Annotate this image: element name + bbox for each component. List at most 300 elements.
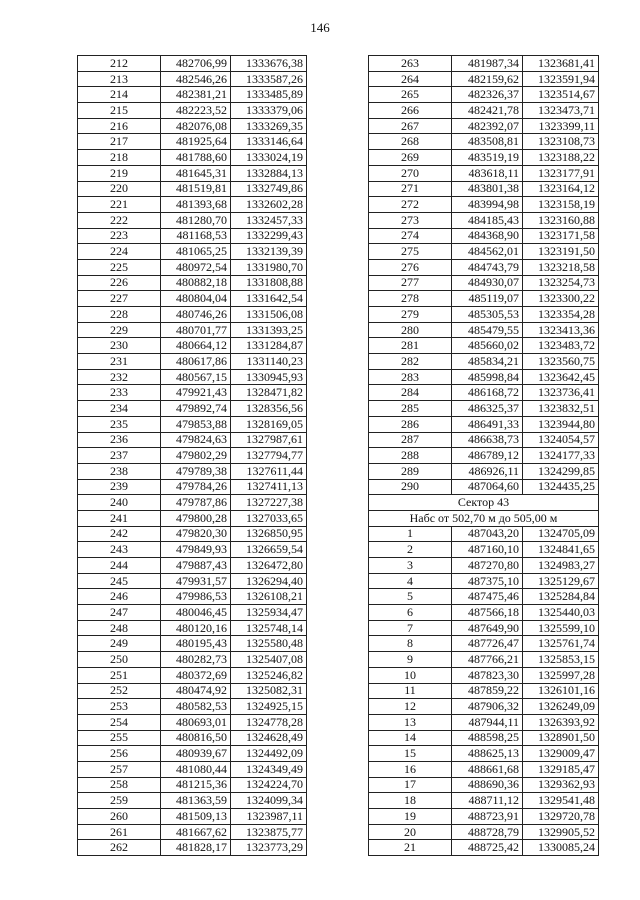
point-number: 230 [78, 338, 161, 354]
y-coordinate: 1325246,82 [231, 667, 307, 683]
point-number: 271 [369, 181, 452, 197]
x-coordinate: 484562,01 [452, 244, 523, 260]
y-coordinate: 1324925,15 [231, 699, 307, 715]
table-row [369, 197, 599, 213]
x-coordinate: 479986,53 [161, 589, 231, 605]
x-coordinate: 481168,53 [161, 228, 231, 244]
x-coordinate: 486926,11 [452, 463, 523, 479]
sector-subtitle-row [369, 510, 599, 526]
x-coordinate: 479849,93 [161, 542, 231, 558]
table-row [78, 463, 307, 479]
x-coordinate: 485998,84 [452, 369, 523, 385]
x-coordinate: 484185,43 [452, 212, 523, 228]
point-number: 219 [78, 165, 161, 181]
x-coordinate: 485834,21 [452, 354, 523, 370]
y-coordinate: 1331808,88 [231, 275, 307, 291]
table-row [78, 746, 307, 762]
table-row [369, 244, 599, 260]
point-number: 289 [369, 463, 452, 479]
y-coordinate: 1323158,19 [523, 197, 599, 213]
table-row [78, 714, 307, 730]
x-coordinate: 480693,01 [161, 714, 231, 730]
x-coordinate: 486491,33 [452, 416, 523, 432]
x-coordinate: 482381,21 [161, 87, 231, 103]
x-coordinate: 487649,90 [452, 620, 523, 636]
x-coordinate: 488725,42 [452, 840, 523, 856]
point-number: 1 [369, 526, 452, 542]
y-coordinate: 1325580,48 [231, 636, 307, 652]
table-row [78, 652, 307, 668]
x-coordinate: 480046,45 [161, 605, 231, 621]
point-number: 222 [78, 212, 161, 228]
y-coordinate: 1324349,49 [231, 761, 307, 777]
point-number: 226 [78, 275, 161, 291]
table-row [369, 667, 599, 683]
y-coordinate: 1325934,47 [231, 605, 307, 621]
point-number: 286 [369, 416, 452, 432]
y-coordinate: 1331642,54 [231, 291, 307, 307]
y-coordinate: 1326249,09 [523, 699, 599, 715]
x-coordinate: 482546,26 [161, 71, 231, 87]
table-row [369, 71, 599, 87]
table-row [369, 275, 599, 291]
table-row [369, 730, 599, 746]
x-coordinate: 482392,07 [452, 118, 523, 134]
right-table-body-bottom [369, 526, 599, 855]
y-coordinate: 1323483,72 [523, 338, 599, 354]
x-coordinate: 487043,20 [452, 526, 523, 542]
point-number: 255 [78, 730, 161, 746]
point-number: 256 [78, 746, 161, 762]
table-row [369, 181, 599, 197]
table-row [369, 416, 599, 432]
y-coordinate: 1327794,77 [231, 448, 307, 464]
x-coordinate: 488598,25 [452, 730, 523, 746]
point-number: 244 [78, 558, 161, 574]
table-row [369, 558, 599, 574]
x-coordinate: 482706,99 [161, 56, 231, 72]
y-coordinate: 1329905,52 [523, 824, 599, 840]
y-coordinate: 1325761,74 [523, 636, 599, 652]
point-number: 238 [78, 463, 161, 479]
x-coordinate: 487375,10 [452, 573, 523, 589]
y-coordinate: 1326108,21 [231, 589, 307, 605]
table-row [78, 71, 307, 87]
y-coordinate: 1323514,67 [523, 87, 599, 103]
table-row [78, 197, 307, 213]
table-row [78, 181, 307, 197]
x-coordinate: 488723,91 [452, 809, 523, 825]
y-coordinate: 1326393,92 [523, 714, 599, 730]
point-number: 2 [369, 542, 452, 558]
x-coordinate: 480701,77 [161, 322, 231, 338]
y-coordinate: 1332749,86 [231, 181, 307, 197]
y-coordinate: 1323832,51 [523, 401, 599, 417]
x-coordinate: 483519,19 [452, 150, 523, 166]
table-row [369, 385, 599, 401]
x-coordinate: 479787,86 [161, 495, 231, 511]
x-coordinate: 487859,22 [452, 683, 523, 699]
table-row [78, 573, 307, 589]
y-coordinate: 1328471,82 [231, 385, 307, 401]
x-coordinate: 479820,30 [161, 526, 231, 542]
x-coordinate: 481925,64 [161, 134, 231, 150]
table-row [78, 165, 307, 181]
x-coordinate: 481280,70 [161, 212, 231, 228]
point-number: 267 [369, 118, 452, 134]
table-row [78, 416, 307, 432]
x-coordinate: 481987,34 [452, 56, 523, 72]
y-coordinate: 1333146,64 [231, 134, 307, 150]
table-row [369, 259, 599, 275]
y-coordinate: 1325082,31 [231, 683, 307, 699]
table-row [78, 809, 307, 825]
point-number: 13 [369, 714, 452, 730]
table-row [369, 809, 599, 825]
point-number: 242 [78, 526, 161, 542]
y-coordinate: 1323171,58 [523, 228, 599, 244]
x-coordinate: 487475,46 [452, 589, 523, 605]
y-coordinate: 1331284,87 [231, 338, 307, 354]
x-coordinate: 479921,43 [161, 385, 231, 401]
x-coordinate: 481828,17 [161, 840, 231, 856]
x-coordinate: 482421,78 [452, 103, 523, 119]
point-number: 232 [78, 369, 161, 385]
point-number: 278 [369, 291, 452, 307]
y-coordinate: 1324778,28 [231, 714, 307, 730]
table-row [78, 134, 307, 150]
x-coordinate: 479789,38 [161, 463, 231, 479]
point-number: 220 [78, 181, 161, 197]
x-coordinate: 481519,81 [161, 181, 231, 197]
x-coordinate: 480972,54 [161, 259, 231, 275]
x-coordinate: 480664,12 [161, 338, 231, 354]
table-row [78, 620, 307, 636]
table-row [78, 118, 307, 134]
point-number: 268 [369, 134, 452, 150]
x-coordinate: 481393,68 [161, 197, 231, 213]
x-coordinate: 487823,30 [452, 667, 523, 683]
y-coordinate: 1333379,06 [231, 103, 307, 119]
point-number: 247 [78, 605, 161, 621]
y-coordinate: 1325129,67 [523, 573, 599, 589]
y-coordinate: 1324983,27 [523, 558, 599, 574]
x-coordinate: 480582,53 [161, 699, 231, 715]
x-coordinate: 480746,26 [161, 307, 231, 323]
point-number: 19 [369, 809, 452, 825]
point-number: 224 [78, 244, 161, 260]
point-number: 235 [78, 416, 161, 432]
x-coordinate: 487160,10 [452, 542, 523, 558]
y-coordinate: 1327987,61 [231, 432, 307, 448]
table-row [78, 510, 307, 526]
point-number: 237 [78, 448, 161, 464]
table-row [369, 165, 599, 181]
table-row [78, 212, 307, 228]
point-number: 5 [369, 589, 452, 605]
point-number: 252 [78, 683, 161, 699]
table-row [369, 699, 599, 715]
point-number: 9 [369, 652, 452, 668]
y-coordinate: 1327411,13 [231, 479, 307, 495]
table-row [369, 369, 599, 385]
x-coordinate: 482076,08 [161, 118, 231, 134]
y-coordinate: 1323642,45 [523, 369, 599, 385]
x-coordinate: 487726,47 [452, 636, 523, 652]
y-coordinate: 1323191,50 [523, 244, 599, 260]
table-row [369, 542, 599, 558]
table-row [369, 354, 599, 370]
point-number: 245 [78, 573, 161, 589]
point-number: 270 [369, 165, 452, 181]
y-coordinate: 1325748,14 [231, 620, 307, 636]
y-coordinate: 1331980,70 [231, 259, 307, 275]
y-coordinate: 1329009,47 [523, 746, 599, 762]
x-coordinate: 486789,12 [452, 448, 523, 464]
x-coordinate: 482326,37 [452, 87, 523, 103]
table-row [78, 448, 307, 464]
table-row [78, 259, 307, 275]
y-coordinate: 1324841,65 [523, 542, 599, 558]
y-coordinate: 1328169,05 [231, 416, 307, 432]
table-row [78, 730, 307, 746]
x-coordinate: 487766,21 [452, 652, 523, 668]
table-row [78, 385, 307, 401]
table-row [78, 683, 307, 699]
table-row [78, 307, 307, 323]
table-row [369, 793, 599, 809]
point-number: 287 [369, 432, 452, 448]
y-coordinate: 1325407,08 [231, 652, 307, 668]
point-number: 15 [369, 746, 452, 762]
table-row [369, 212, 599, 228]
table-row [78, 824, 307, 840]
table-row [369, 824, 599, 840]
y-coordinate: 1323399,11 [523, 118, 599, 134]
table-row [369, 526, 599, 542]
x-coordinate: 483994,98 [452, 197, 523, 213]
y-coordinate: 1332139,39 [231, 244, 307, 260]
table-row [78, 322, 307, 338]
y-coordinate: 1323875,77 [231, 824, 307, 840]
y-coordinate: 1324177,33 [523, 448, 599, 464]
x-coordinate: 480120,16 [161, 620, 231, 636]
y-coordinate: 1323188,22 [523, 150, 599, 166]
table-row [78, 103, 307, 119]
y-coordinate: 1323773,29 [231, 840, 307, 856]
table-row [369, 432, 599, 448]
table-row [369, 777, 599, 793]
x-coordinate: 482159,62 [452, 71, 523, 87]
table-row [78, 667, 307, 683]
point-number: 283 [369, 369, 452, 385]
table-row [369, 56, 599, 72]
point-number: 20 [369, 824, 452, 840]
point-number: 280 [369, 322, 452, 338]
point-number: 216 [78, 118, 161, 134]
table-row [78, 291, 307, 307]
x-coordinate: 479931,57 [161, 573, 231, 589]
x-coordinate: 486325,37 [452, 401, 523, 417]
y-coordinate: 1327033,65 [231, 510, 307, 526]
x-coordinate: 479887,43 [161, 558, 231, 574]
point-number: 281 [369, 338, 452, 354]
sector-header [369, 495, 599, 526]
x-coordinate: 488728,79 [452, 824, 523, 840]
y-coordinate: 1330085,24 [523, 840, 599, 856]
y-coordinate: 1333269,35 [231, 118, 307, 134]
y-coordinate: 1324099,34 [231, 793, 307, 809]
table-row [78, 432, 307, 448]
point-number: 231 [78, 354, 161, 370]
y-coordinate: 1325997,28 [523, 667, 599, 683]
x-coordinate: 480804,04 [161, 291, 231, 307]
point-number: 239 [78, 479, 161, 495]
left-table-body [78, 56, 307, 856]
table-row [369, 322, 599, 338]
point-number: 248 [78, 620, 161, 636]
x-coordinate: 480617,86 [161, 354, 231, 370]
point-number: 16 [369, 761, 452, 777]
point-number: 272 [369, 197, 452, 213]
point-number: 249 [78, 636, 161, 652]
left-coordinates-table [77, 55, 307, 856]
y-coordinate: 1326101,16 [523, 683, 599, 699]
table-row [78, 793, 307, 809]
y-coordinate: 1333676,38 [231, 56, 307, 72]
point-number: 277 [369, 275, 452, 291]
table-row [369, 589, 599, 605]
y-coordinate: 1333024,19 [231, 150, 307, 166]
table-row [78, 56, 307, 72]
y-coordinate: 1326659,54 [231, 542, 307, 558]
y-coordinate: 1323218,58 [523, 259, 599, 275]
table-row [369, 463, 599, 479]
table-row [369, 87, 599, 103]
point-number: 14 [369, 730, 452, 746]
y-coordinate: 1330945,93 [231, 369, 307, 385]
x-coordinate: 483508,81 [452, 134, 523, 150]
x-coordinate: 486638,73 [452, 432, 523, 448]
y-coordinate: 1323354,28 [523, 307, 599, 323]
table-row [369, 448, 599, 464]
x-coordinate: 481509,13 [161, 809, 231, 825]
y-coordinate: 1325440,03 [523, 605, 599, 621]
y-coordinate: 1323944,80 [523, 416, 599, 432]
table-row [369, 746, 599, 762]
x-coordinate: 488711,12 [452, 793, 523, 809]
x-coordinate: 481215,36 [161, 777, 231, 793]
x-coordinate: 480195,43 [161, 636, 231, 652]
y-coordinate: 1332457,33 [231, 212, 307, 228]
point-number: 260 [78, 809, 161, 825]
table-row [78, 479, 307, 495]
table-row [78, 354, 307, 370]
table-row [369, 291, 599, 307]
point-number: 229 [78, 322, 161, 338]
x-coordinate: 479800,28 [161, 510, 231, 526]
point-number: 254 [78, 714, 161, 730]
y-coordinate: 1329362,93 [523, 777, 599, 793]
table-row [369, 307, 599, 323]
point-number: 7 [369, 620, 452, 636]
right-coordinates-table [368, 55, 599, 856]
point-number: 221 [78, 197, 161, 213]
x-coordinate: 487064,60 [452, 479, 523, 495]
point-number: 290 [369, 479, 452, 495]
y-coordinate: 1326294,40 [231, 573, 307, 589]
point-number: 240 [78, 495, 161, 511]
table-row [78, 87, 307, 103]
x-coordinate: 479784,26 [161, 479, 231, 495]
sector-title-row [369, 495, 599, 511]
table-row [369, 103, 599, 119]
table-row [78, 699, 307, 715]
y-coordinate: 1331140,23 [231, 354, 307, 370]
point-number: 218 [78, 150, 161, 166]
x-coordinate: 480567,15 [161, 369, 231, 385]
y-coordinate: 1328901,50 [523, 730, 599, 746]
x-coordinate: 488625,13 [452, 746, 523, 762]
x-coordinate: 479802,29 [161, 448, 231, 464]
x-coordinate: 485479,55 [452, 322, 523, 338]
x-coordinate: 482223,52 [161, 103, 231, 119]
point-number: 17 [369, 777, 452, 793]
y-coordinate: 1331506,08 [231, 307, 307, 323]
table-row [78, 228, 307, 244]
point-number: 288 [369, 448, 452, 464]
table-row [369, 683, 599, 699]
y-coordinate: 1324628,49 [231, 730, 307, 746]
point-number: 282 [369, 354, 452, 370]
x-coordinate: 488661,68 [452, 761, 523, 777]
point-number: 243 [78, 542, 161, 558]
x-coordinate: 485305,53 [452, 307, 523, 323]
y-coordinate: 1323473,71 [523, 103, 599, 119]
table-row [369, 605, 599, 621]
point-number: 285 [369, 401, 452, 417]
x-coordinate: 487566,18 [452, 605, 523, 621]
point-number: 265 [369, 87, 452, 103]
x-coordinate: 486168,72 [452, 385, 523, 401]
table-row [78, 840, 307, 856]
table-row [78, 369, 307, 385]
y-coordinate: 1324299,85 [523, 463, 599, 479]
x-coordinate: 481363,59 [161, 793, 231, 809]
y-coordinate: 1325284,84 [523, 589, 599, 605]
point-number: 263 [369, 56, 452, 72]
x-coordinate: 479853,88 [161, 416, 231, 432]
point-number: 212 [78, 56, 161, 72]
x-coordinate: 487270,80 [452, 558, 523, 574]
table-row [369, 840, 599, 856]
point-number: 215 [78, 103, 161, 119]
table-row [369, 338, 599, 354]
y-coordinate: 1323736,41 [523, 385, 599, 401]
table-row [78, 338, 307, 354]
x-coordinate: 481667,62 [161, 824, 231, 840]
point-number: 214 [78, 87, 161, 103]
y-coordinate: 1324492,09 [231, 746, 307, 762]
y-coordinate: 1333485,89 [231, 87, 307, 103]
y-coordinate: 1324435,25 [523, 479, 599, 495]
point-number: 262 [78, 840, 161, 856]
x-coordinate: 479824,63 [161, 432, 231, 448]
table-row [369, 118, 599, 134]
x-coordinate: 479892,74 [161, 401, 231, 417]
table-row [78, 777, 307, 793]
point-number: 213 [78, 71, 161, 87]
